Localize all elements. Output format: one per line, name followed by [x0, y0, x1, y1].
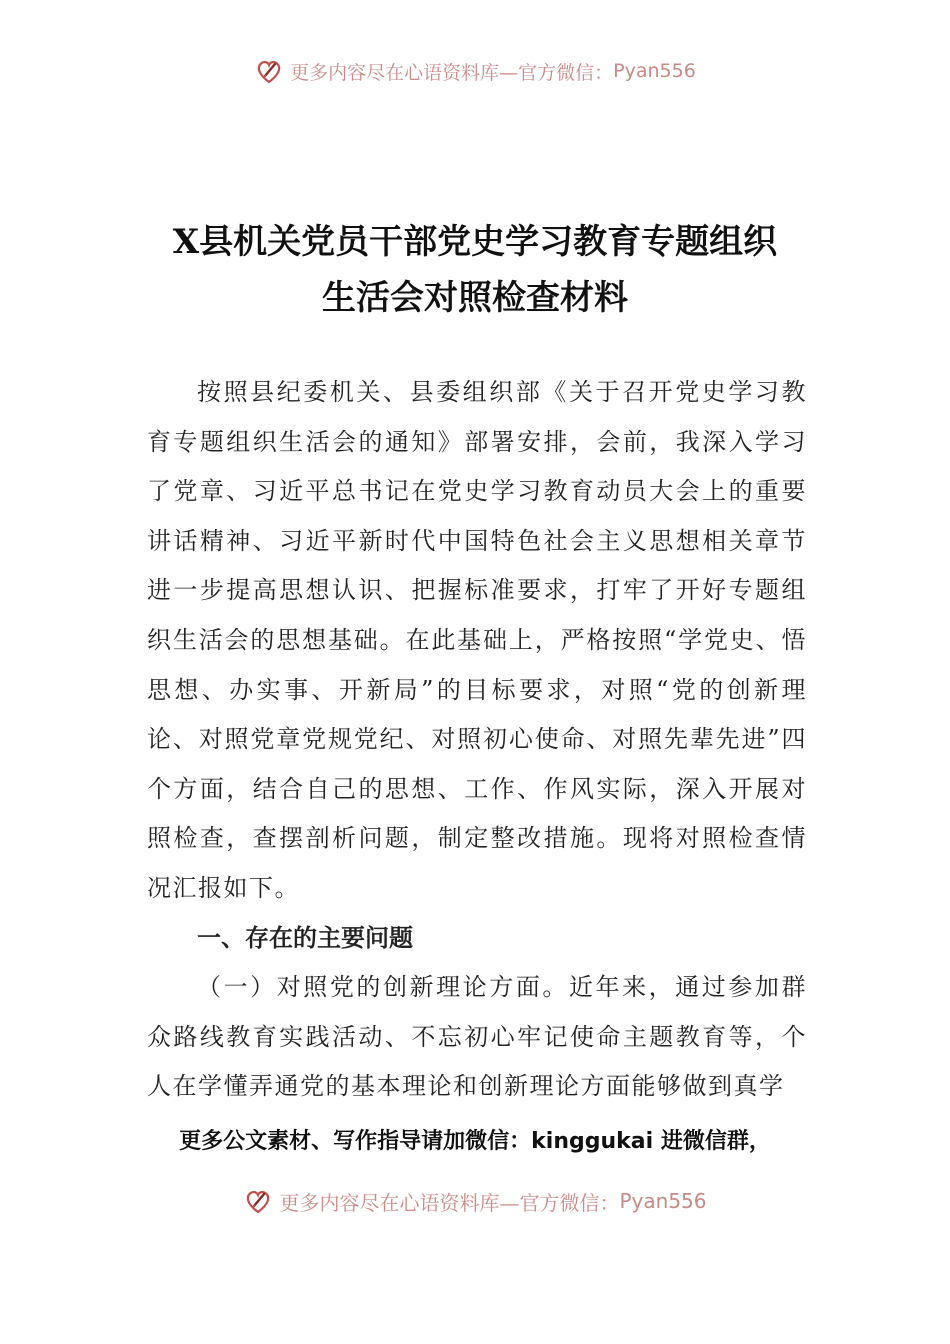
watermark-wechat-id: Pyan556	[613, 60, 696, 82]
heart-pen-logo-icon	[243, 1186, 273, 1216]
watermark-header	[0, 56, 950, 86]
watermark-footer	[0, 1186, 950, 1216]
promo-line: 更多公文素材、写作指导请加微信：kinggukai 进微信群，	[179, 1129, 771, 1154]
intro-paragraph: 按照县纪委机关、县委组织部《关于召开党史学习教育专题组织生活会的通知》部署安排，会前，我深入学习了党章、习近平总书记在党史学习教育动员大会上的重要讲话精神、习近平新时代中国特色社会主义思想相关章节进一步提高思想认识、把握标准要求，打牢了开好专题组织生活会的思想基础。在此基础上，严格按照“学党史、悟思想、办实事、开新局”的目标要求，对照“党的创新理论、对照党章党规党纪、对照初心使命、对照先辈先进”四个方面，结合自己的思想、工作、作风实际，深入开展对照检查，查摆剖析问题，制定整改措施。现将对照检查情况汇报如下。	[147, 378, 807, 902]
section-heading: 一、存在的主要问题	[197, 923, 413, 952]
watermark-text: 更多内容尽在心语资料库—官方微信：	[290, 61, 614, 84]
document-title	[100, 214, 850, 326]
heart-pen-logo-icon	[254, 56, 284, 86]
title-line-1: X县机关党员干部党史学习教育专题组织	[172, 222, 778, 262]
watermark-wechat-id: Pyan556	[619, 1189, 707, 1213]
section-paragraph: （一）对照党的创新理论方面。近年来，通过参加群众路线教育实践活动、不忘初心牢记使命主题教育等，个人在学懂弄通党的基本理论和创新理论方面能够做到真学	[147, 973, 807, 1101]
watermark-text: 更多内容尽在心语资料库—官方微信：	[279, 1190, 620, 1215]
title-line-2: 生活会对照检查材料	[322, 278, 628, 318]
document-body	[147, 368, 807, 1112]
